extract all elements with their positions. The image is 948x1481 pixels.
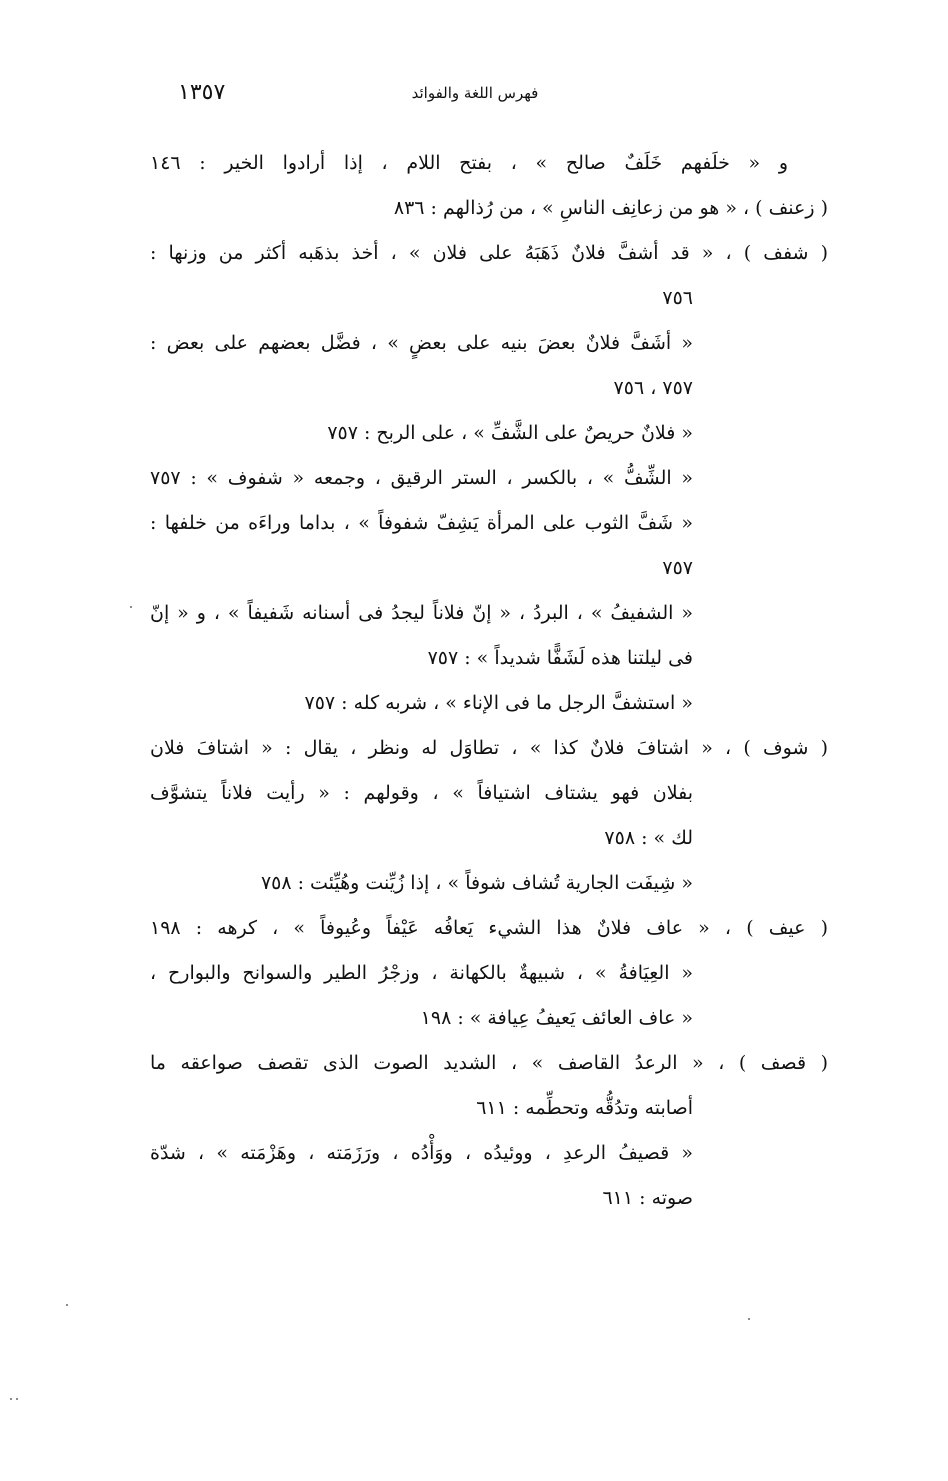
index-line: أصابته وتدُقُّه وتحطِّمه : ٦١١ bbox=[476, 1097, 693, 1119]
index-entry-zanf: ( زعنف ) ، « هو من زعانِف الناسِ » ، من رُذالهم : ٨٣٦ bbox=[393, 197, 828, 219]
index-line: صوته : ٦١١ bbox=[602, 1187, 693, 1209]
index-line: « قصيفُ الرعدِ ، ووئيدُه ، ووَأْدُه ، ورَزَمَته ، وهَزْمَته » ، شدّة bbox=[150, 1142, 693, 1164]
index-line: ٧٥٦ bbox=[662, 287, 693, 309]
index-entry-qsf: ( قصف ) ، « الرعدُ القاصف » ، الشديد الصوت الذى تقصف صواعقه ما bbox=[150, 1052, 828, 1074]
scan-speck bbox=[10, 1398, 12, 1400]
running-header-title: فهرس اللغة والفوائد bbox=[411, 84, 539, 102]
index-line: و « خلَفهم خَلَفٌ صالح » ، بفتح اللام ، إذا أرادوا الخير : ١٤٦ bbox=[150, 152, 788, 174]
index-line: ٧٥٧ bbox=[662, 557, 693, 579]
index-entry-shwf: ( شوف ) ، « اشتافَ فلانٌ كذا » ، تطاوَل له ونظر ، يقال : « اشتافَ فلان bbox=[150, 737, 828, 759]
index-entry-shff: ( شفف ) ، « قد أشفَّ فلانٌ ذَهَبَهُ على فلان » ، أخذ بذهَبه أكثر من وزنها : bbox=[150, 242, 828, 264]
index-line: « الشفيفُ » ، البردُ ، « إنّ فلاناً ليجدُ فى أسنانه شَفيفاً » ، و « إنّ bbox=[150, 602, 693, 624]
index-line: « عاف العائف يَعيفُ عِيافة » : ١٩٨ bbox=[420, 1007, 693, 1029]
index-line: لك » : ٧٥٨ bbox=[604, 827, 693, 849]
page-number: ١٣٥٧ bbox=[178, 80, 226, 105]
scan-speck bbox=[66, 1304, 68, 1306]
scan-speck bbox=[16, 1398, 18, 1400]
scan-speck bbox=[130, 606, 132, 608]
index-line: بفلان فهو يشتاف اشتيافاً » ، وقولهم : « رأيت فلاناً يتشوَّف bbox=[150, 782, 693, 804]
index-line: ٧٥٧ ، ٧٥٦ bbox=[613, 377, 693, 399]
index-line: « شَفَّ الثوب على المرأة يَشِفّ شفوفاً » ، بداما وراءَه من خلفها : bbox=[150, 512, 693, 534]
index-line: « شِيفَت الجارية تُشاف شوفاً » ، إذا زُيِّنت وهُيِّئت : ٧٥٨ bbox=[260, 872, 693, 894]
scan-speck bbox=[748, 1318, 750, 1320]
index-line: فى ليلتنا هذه لَشَفًّا شديداً » : ٧٥٧ bbox=[427, 647, 693, 669]
index-entry-ayf: ( عيف ) ، « عاف فلانٌ هذا الشيء يَعافُه عَيْفاً وعُيوفاً » ، كرهه : ١٩٨ bbox=[150, 917, 828, 939]
index-line: « العِيَافةُ » ، شبيهةٌ بالكهانة ، وزجْرُ الطير والسوانح والبوارح ، bbox=[150, 962, 693, 984]
index-line: « الشِّفُّ » ، بالكسر ، الستر الرقيق ، وجمعه « شفوف » : ٧٥٧ bbox=[150, 467, 693, 489]
index-line: « فلانٌ حريصٌ على الشَّفِّ » ، على الربح : ٧٥٧ bbox=[327, 422, 693, 444]
index-line: « أشَفَّ فلانٌ بعضَ بنيه على بعضٍ » ، فضَّل بعضهم على بعض : bbox=[150, 332, 693, 354]
index-line: « استشفَّ الرجل ما فى الإناء » ، شربه كله : ٧٥٧ bbox=[304, 692, 693, 714]
